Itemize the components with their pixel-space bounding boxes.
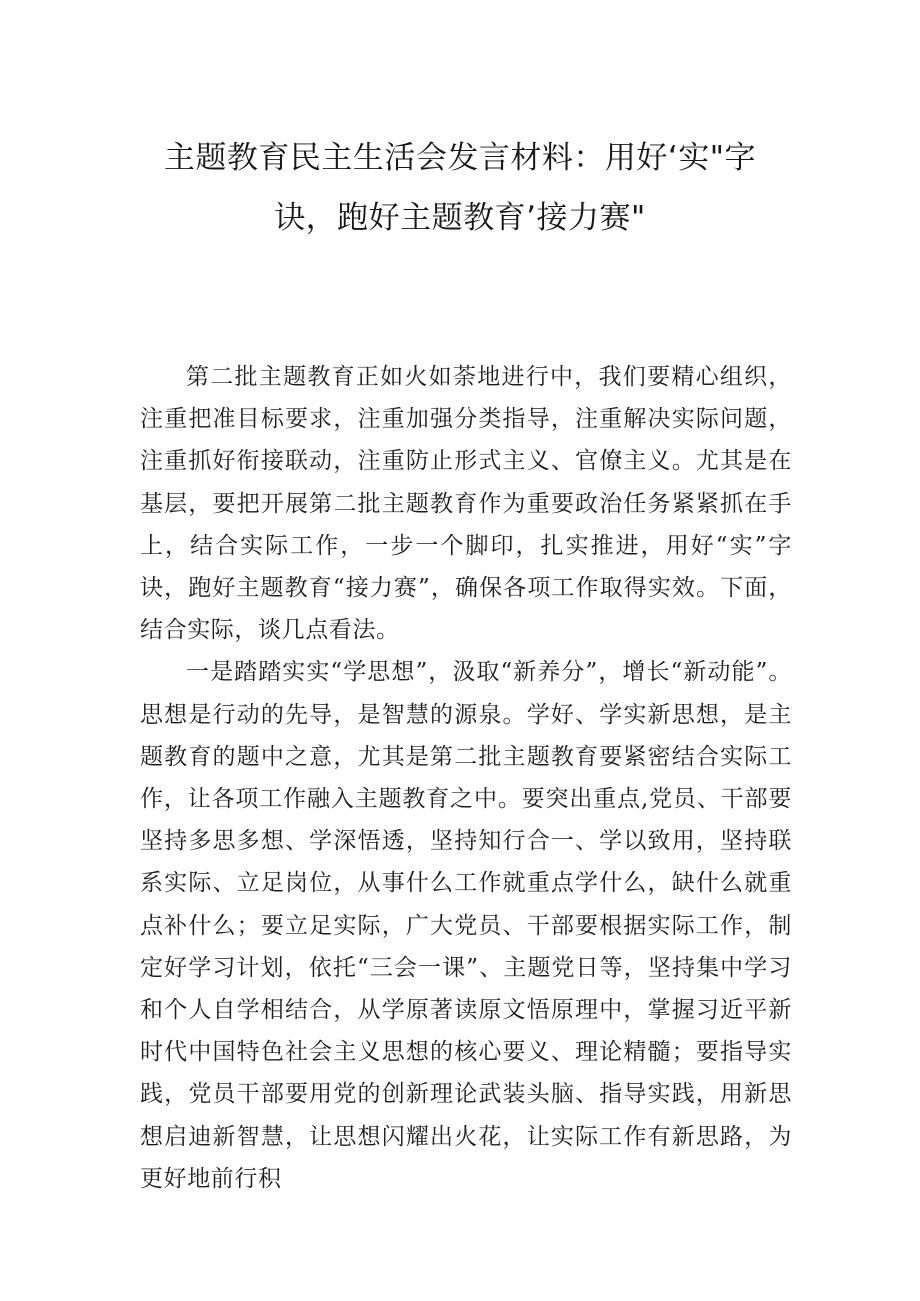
paragraph-point-one: 一是踏踏实实“学思想”，汲取“新养分”，增长“新动能”。思想是行动的先导，是智慧的源泉。学好、学实新思想，是主题教育的题中之意，尤其是第二批主题教育要紧密结合实际工作，让各项工作融入主题教育之中。要突出重点,党员、干部要坚持多思多想、学深悟透，坚持知行合一、学以致用，坚持联系实际、立足岗位，从事什么工作就重点学什么，缺什么就重点补什么；要立足实际，广大党员、干部要根据实际工作，制定好学习计划，依托“三会一课”、主题党日等，坚持集中学习和个人自学相结合，从学原著读原文悟原理中，掌握习近平新时代中国特色社会主义思想的核心要义、理论精髓；要指导实践，党员干部要用党的创新理论武装头脑、指导实践，用新思想启迪新智慧，让思想闪耀出火花，让实际工作有新思路，为更好地前行积 xyxy=(140,659,792,1192)
title-line-2: 诀，跑好主题教育’接力赛" xyxy=(274,200,646,236)
title-line-1: 主题教育民主生活会发言材料：用好‘实"字 xyxy=(163,140,757,176)
paragraph-intro: 第二批主题教育正如火如荼地进行中，我们要精心组织，注重把准目标要求，注重加强分类指导，注重解决实际问题，注重抓好衔接联动，注重防止形式主义、官僚主义。尤其是在基层，要把开展第二批主题教育作为重要政治任务紧紧抓在手上，结合实际工作，一步一个脚印，扎实推进，用好“实”字诀，跑好主题教育“接力赛”，确保各项工作取得实效。下面，结合实际，谈几点看法。 xyxy=(140,364,792,644)
document-title xyxy=(130,128,790,248)
document-body xyxy=(140,356,792,1200)
